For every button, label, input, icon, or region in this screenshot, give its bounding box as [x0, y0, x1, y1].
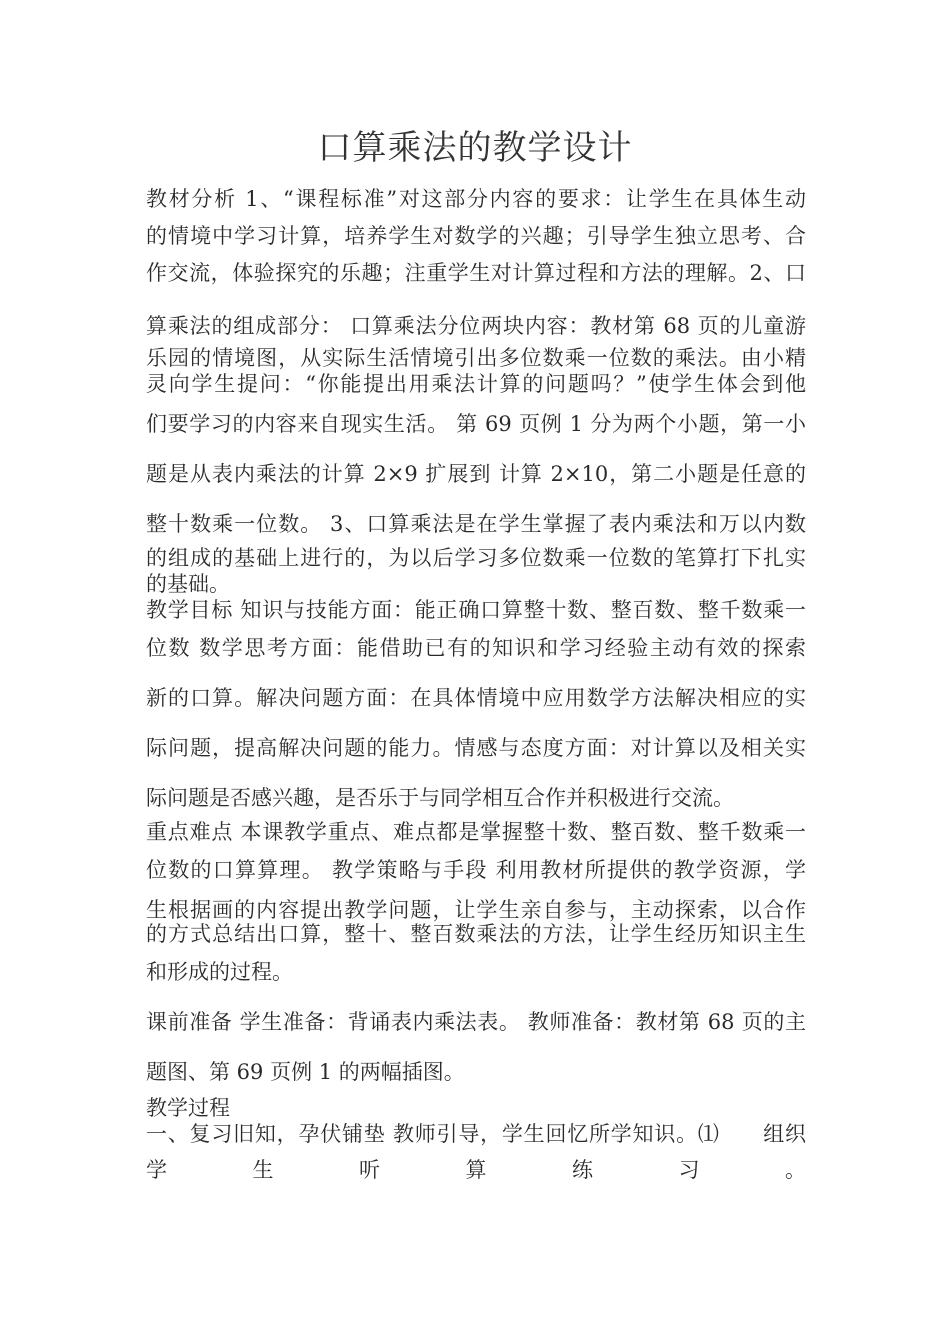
- text-line: 际问题是否感兴趣，是否乐于与同学相互合作并积极进行交流。: [146, 786, 734, 810]
- text-line: 们要学习的内容来自现实生活。 第 69 页例 1 分为两个小题，第一小: [146, 412, 806, 436]
- text-line: 整十数乘一位数。 3、口算乘法是在学生掌握了表内乘法和万以内数: [146, 512, 806, 536]
- text-line: 题图、第 69 页例 1 的两幅插图。: [146, 1060, 465, 1084]
- text-line: 新的口算。解决问题方面：在具体情境中应用数学方法解决相应的实: [146, 686, 806, 710]
- text-line: 灵向学生提问：“你能提出用乘法计算的问题吗？”使学生体会到他: [146, 372, 806, 396]
- text-line: 作交流，体验探究的乐趣；注重学生对计算过程和方法的理解。2、口: [146, 261, 806, 285]
- section-heading: 教学过程: [146, 1096, 230, 1120]
- text-line: 教学目标 知识与技能方面：能正确口算整十数、整百数、整千数乘一: [146, 598, 806, 622]
- text-line: 一、复习旧知，孕伏铺垫 教师引导，学生回忆所学知识。⑴ 组织: [146, 1122, 806, 1146]
- text-line: 生根据画的内容提出教学问题，让学生亲自参与，主动探索，以合作: [146, 898, 806, 922]
- text-line: 题是从表内乘法的计算 2×9 扩展到 计算 2×10，第二小题是任意的: [146, 462, 806, 486]
- text-line: 教材分析 1、“课程标准”对这部分内容的要求：让学生在具体生动: [146, 187, 806, 211]
- document-title: 口算乘法的教学设计: [317, 128, 633, 168]
- text-line: 算乘法的组成部分： 口算乘法分位两块内容：教材第 68 页的儿童游: [146, 314, 806, 338]
- text-line: 的基础。: [146, 572, 230, 596]
- text-line: 学 生 听 算 练 习 。: [146, 1158, 806, 1182]
- text-line: 位数的口算算理。 教学策略与手段 利用教材所提供的教学资源，学: [146, 858, 806, 882]
- text-line: 和形成的过程。: [146, 960, 293, 984]
- text-line: 乐园的情境图，从实际生活情境引出多位数乘一位数的乘法。由小精: [146, 346, 806, 370]
- text-line: 的方式总结出口算，整十、整百数乘法的方法，让学生经历知识主生: [146, 922, 806, 946]
- text-line: 的情境中学习计算，培养学生对数学的兴趣；引导学生独立思考、合: [146, 224, 806, 248]
- text-line: 位数 数学思考方面：能借助已有的知识和学习经验主动有效的探索: [146, 636, 806, 660]
- text-line: 的组成的基础上进行的，为以后学习多位数乘一位数的笔算打下扎实: [146, 546, 806, 570]
- text-line: 课前准备 学生准备：背诵表内乘法表。 教师准备：教材第 68 页的主: [146, 1010, 806, 1034]
- text-line: 际问题，提高解决问题的能力。情感与态度方面：对计算以及相关实: [146, 736, 806, 760]
- text-line: 重点难点 本课教学重点、难点都是掌握整十数、整百数、整千数乘一: [146, 820, 806, 844]
